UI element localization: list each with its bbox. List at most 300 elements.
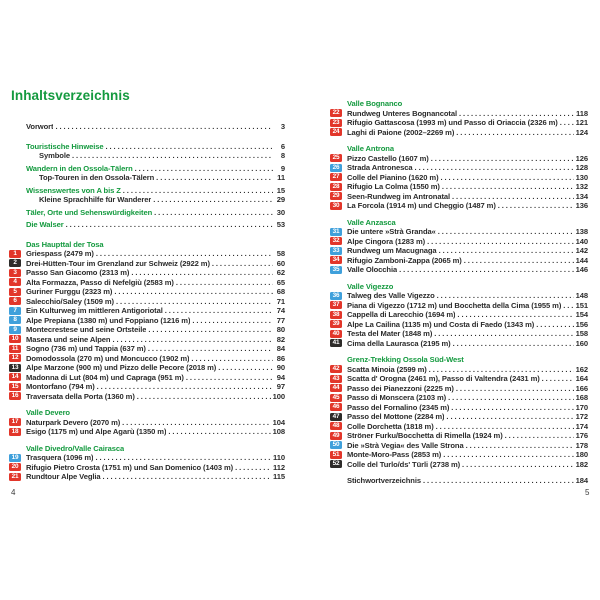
section-heading-label: Valle Bognanco (347, 99, 403, 109)
toc-entry-label: Montecrestese und seine Ortsteile (26, 325, 147, 335)
page-number: 82 (276, 334, 285, 344)
toc-entry (9, 382, 285, 392)
toc-entry-label: Alta Formazza, Passo di Nefelgiù (2583 m) (26, 277, 174, 287)
page-number: 53 (276, 220, 285, 230)
section-heading-label: Valle Antrona (347, 144, 394, 154)
section-heading-label: Das Haupttal der Tosa (26, 239, 104, 249)
toc-entry-label: Laghi di Paione (2002–2269 m) (347, 127, 455, 137)
toc-entry (330, 182, 588, 192)
toc-entry-label: Colle del Pianino (1620 m) (347, 172, 439, 182)
dot-leader (399, 265, 574, 274)
toc-entry (9, 142, 285, 152)
dot-leader (116, 297, 273, 306)
toc-entry (9, 316, 285, 326)
dot-leader (218, 363, 273, 372)
toc-entry-label: Scatta Minoia (2599 m) (347, 364, 427, 374)
route-number-badge: 29 (330, 192, 342, 200)
page-number: 77 (276, 315, 285, 325)
dot-leader (154, 208, 273, 217)
toc-entry (330, 441, 588, 451)
route-number-badge: 14 (9, 373, 21, 381)
toc-entry (330, 163, 588, 173)
page-number: 3 (280, 122, 285, 132)
page-number: 97 (276, 382, 285, 392)
toc-section-heading (330, 355, 588, 365)
toc-entry-label: Pizzo Castello (1607 m) (347, 153, 429, 163)
page-number: 174 (575, 421, 588, 431)
route-number-badge: 9 (9, 326, 21, 334)
route-number-badge: 41 (330, 339, 342, 347)
route-number-badge: 27 (330, 173, 342, 181)
toc-entry (330, 450, 588, 460)
toc-entry-label: Rifugio Pietro Crosta (1751 m) und San Domenico (1403 m) (26, 462, 234, 472)
toc-entry-label: Colle Dorchetta (1818 m) (347, 421, 434, 431)
toc-entry (9, 335, 285, 345)
section-gap (330, 211, 588, 218)
dot-leader (563, 301, 573, 310)
page-number: 132 (575, 182, 588, 192)
route-number-badge: 25 (330, 154, 342, 162)
route-number-badge: 43 (330, 375, 342, 383)
route-number-badge: 20 (9, 463, 21, 471)
toc-entry-label: Testa del Mater (1848 m) (347, 329, 433, 339)
page-number: 146 (575, 265, 588, 275)
toc-entry (330, 154, 588, 164)
route-number-badge: 35 (330, 266, 342, 274)
dot-leader (436, 422, 574, 431)
dot-leader (434, 329, 573, 338)
toc-entry-label: Valle Olocchia (347, 265, 398, 275)
dot-leader (212, 259, 273, 268)
toc-entry-label: Montorfano (794 m) (26, 382, 95, 392)
dot-leader (137, 392, 271, 401)
toc-entry (9, 151, 285, 161)
folio-right-page-number: 5 (585, 488, 590, 497)
toc-entry-label: Alpe Prepiana (1380 m) und Foppiano (1216 m) (26, 315, 191, 325)
dot-leader (542, 374, 574, 383)
toc-entry (9, 297, 285, 307)
toc-entry (330, 109, 588, 119)
toc-entry (9, 306, 285, 316)
dot-leader (156, 173, 273, 182)
toc-entry (330, 339, 588, 349)
toc-entry (9, 259, 285, 269)
dot-leader (186, 373, 273, 382)
route-number-badge: 50 (330, 441, 342, 449)
dot-leader (457, 310, 573, 319)
page-number: 71 (276, 296, 285, 306)
toc-entry-label: Griespass (2479 m) (26, 249, 94, 259)
page-number: 90 (276, 363, 285, 373)
page-number: 138 (575, 227, 588, 237)
dot-leader (438, 227, 574, 236)
route-number-badge: 32 (330, 237, 342, 245)
toc-entry-label: Ströner Furku/Bocchetta di Rimella (1924 m) (347, 431, 503, 441)
dot-leader (560, 118, 574, 127)
page-number: 112 (273, 462, 285, 472)
route-number-badge: 49 (330, 432, 342, 440)
toc-entry (9, 363, 285, 373)
toc-entry (330, 227, 588, 237)
dot-leader (165, 306, 273, 315)
toc-entry-label: Traversata della Porta (1360 m) (26, 391, 135, 401)
toc-entry (9, 173, 285, 183)
route-number-badge: 34 (330, 256, 342, 264)
section-heading-label: Valle Anzasca (347, 217, 396, 227)
route-number-badge: 19 (9, 454, 21, 462)
route-number-badge: 7 (9, 307, 21, 315)
toc-entry-label: Passo San Giacomo (2313 m) (26, 268, 130, 278)
toc-entry-label: Naturpark Devero (2070 m) (26, 417, 121, 427)
toc-entry-label: Talweg des Valle Vigezzo (347, 291, 435, 301)
toc-entry-label: Passo di Monscera (2103 m) (347, 393, 447, 403)
dot-leader (505, 431, 574, 440)
dot-leader (148, 344, 273, 353)
page-number: 108 (272, 427, 285, 437)
route-number-badge: 42 (330, 365, 342, 373)
section-heading-label: Grenz-Trekking Ossola Süd-West (347, 355, 464, 365)
toc-entry (9, 453, 285, 463)
toc-entry (9, 122, 285, 132)
toc-entry-label: Täler, Orte und Sehenswürdigkeiten (26, 207, 153, 217)
page-number: 80 (276, 325, 285, 335)
route-number-badge: 31 (330, 228, 342, 236)
toc-entry (330, 422, 588, 432)
dot-leader (451, 403, 573, 412)
page-number: 15 (276, 185, 285, 195)
route-number-badge: 11 (9, 345, 21, 353)
route-number-badge: 22 (330, 109, 342, 117)
page-number: 180 (575, 450, 588, 460)
dot-leader (66, 220, 273, 229)
toc-entry (330, 301, 588, 311)
page-number: 62 (276, 268, 285, 278)
page-number: 110 (273, 453, 285, 463)
route-number-badge: 10 (9, 335, 21, 343)
page-number: 158 (575, 329, 588, 339)
dot-leader (536, 320, 573, 329)
route-number-badge: 47 (330, 413, 342, 421)
dot-leader (498, 201, 574, 210)
page-number: 164 (575, 374, 588, 384)
toc-entry (330, 384, 588, 394)
page-number: 11 (277, 173, 285, 183)
section-gap (330, 348, 588, 355)
page-number: 121 (575, 118, 588, 128)
dot-leader (106, 142, 273, 151)
dot-leader (423, 476, 574, 485)
page-number: 29 (276, 195, 285, 205)
toc-entry (330, 118, 588, 128)
route-number-badge: 26 (330, 164, 342, 172)
toc-entry-label: Rifugio Zamboni-Zappa (2065 m) (347, 255, 462, 265)
toc-entry-label: Trasquera (1096 m) (26, 453, 94, 463)
route-number-badge: 48 (330, 422, 342, 430)
toc-entry (9, 472, 285, 482)
toc-section-heading (330, 218, 588, 228)
page-number: 94 (276, 372, 285, 382)
dot-leader (55, 122, 273, 131)
dot-leader (112, 335, 273, 344)
toc-entry (330, 365, 588, 375)
toc-entry-label: Die Walser (26, 220, 64, 230)
toc-entry-label: Esigo (1175 m) und Alpe Agarù (1350 m) (26, 427, 167, 437)
toc-entry (9, 268, 285, 278)
page-number: 118 (576, 108, 588, 118)
route-number-badge: 16 (9, 392, 21, 400)
route-number-badge: 45 (330, 394, 342, 402)
page-number: 30 (276, 207, 285, 217)
page-number: 115 (273, 472, 285, 482)
toc-entry-label: Alpe La Cailina (1135 m) und Costa di Faedo (1343 m) (347, 319, 535, 329)
toc-entry (330, 246, 588, 256)
page-title: Inhaltsverzeichnis (11, 88, 130, 103)
section-gap (9, 230, 285, 240)
dot-leader (448, 393, 574, 402)
toc-entry-label: Rifugio Gattascosa (1993 m) und Passo di Oriaccia (2326 m) (347, 118, 558, 128)
page-number: 151 (575, 300, 588, 310)
dot-leader (459, 109, 574, 118)
dot-leader (176, 278, 273, 287)
page-number: 124 (575, 127, 588, 137)
toc-entry-label: Rundtour Alpe Veglia (26, 472, 101, 482)
page-number: 176 (575, 431, 588, 441)
page-number: 162 (575, 364, 588, 374)
toc-entry-label: Seen-Rundweg im Antronatal (347, 191, 451, 201)
toc-entry (9, 463, 285, 473)
dot-leader (114, 287, 273, 296)
toc-entry (330, 431, 588, 441)
toc-entry-label: Strada Antronesca (347, 163, 413, 173)
dot-leader (431, 154, 574, 163)
dot-leader (456, 128, 573, 137)
toc-entry-label: Wandern in den Ossola-Tälern (26, 163, 133, 173)
toc-entry (9, 186, 285, 196)
toc-entry-label: Kleine Sprachhilfe für Wanderer (39, 195, 152, 205)
route-number-badge: 23 (330, 119, 342, 127)
dot-leader (452, 192, 574, 201)
route-number-badge: 5 (9, 288, 21, 296)
dot-leader (153, 195, 273, 204)
toc-entry (9, 220, 285, 230)
dot-leader (103, 472, 272, 481)
toc-entry (330, 403, 588, 413)
toc-entry (9, 427, 285, 437)
toc-entry-label: Guriner Furggu (2323 m) (26, 287, 113, 297)
toc-entry-label: Scatta d' Orogna (2461 m), Passo di Valtendra (2431 m) (347, 374, 540, 384)
dot-leader (97, 382, 273, 391)
toc-entry (330, 374, 588, 384)
toc-entry-label: Die »Strà Vegia« des Valle Strona (347, 440, 464, 450)
route-number-badge: 44 (330, 384, 342, 392)
toc-entry-label: Rifugio La Colma (1550 m) (347, 182, 440, 192)
toc-section-heading (9, 408, 285, 418)
route-number-badge: 51 (330, 451, 342, 459)
toc-entry (9, 418, 285, 428)
route-number-badge: 3 (9, 269, 21, 277)
toc-entry-label: Passo del Mottone (2284 m) (347, 412, 445, 422)
toc-section-heading (330, 99, 588, 109)
toc-entry-label: Symbole (39, 151, 70, 161)
toc-entry (330, 310, 588, 320)
toc-entry (330, 173, 588, 183)
dot-leader (446, 412, 573, 421)
page-number: 172 (575, 412, 588, 422)
page-number: 134 (575, 191, 588, 201)
page-number: 160 (575, 338, 588, 348)
dot-leader (453, 339, 574, 348)
toc-entry (9, 373, 285, 383)
page-number: 142 (575, 246, 588, 256)
toc-entry (9, 344, 285, 354)
section-heading-label: Valle Divedro/Valle Cairasca (26, 443, 125, 453)
dot-leader (462, 460, 574, 469)
page-number: 170 (575, 402, 588, 412)
toc-entry (330, 291, 588, 301)
page-number: 144 (575, 255, 588, 265)
dot-leader (191, 354, 273, 363)
toc-entry (330, 320, 588, 330)
page-number: 178 (575, 440, 588, 450)
section-gap (330, 275, 588, 282)
section-heading-label: Valle Devero (26, 408, 70, 418)
toc-entry-label: Alpe Marzone (900 m) und Pizzo delle Pecore (2018 m) (26, 363, 217, 373)
page-number: 58 (276, 249, 285, 259)
toc-entry (9, 195, 285, 205)
dot-leader (235, 463, 271, 472)
toc-entry (330, 393, 588, 403)
route-number-badge: 52 (330, 460, 342, 468)
page-number: 128 (575, 163, 588, 173)
section-gap (9, 132, 285, 142)
page-number: 168 (575, 393, 588, 403)
dot-leader (439, 246, 574, 255)
page-number: 100 (272, 391, 285, 401)
route-number-badge: 13 (9, 364, 21, 372)
route-number-badge: 40 (330, 330, 342, 338)
route-number-badge: 4 (9, 278, 21, 286)
toc-entry-label: Monte-Moro-Pass (2853 m) (347, 450, 442, 460)
dot-leader (135, 164, 273, 173)
page-number: 154 (575, 310, 588, 320)
folio-left-page-number: 4 (11, 488, 16, 497)
dot-leader (122, 418, 270, 427)
toc-entry (330, 128, 588, 138)
toc-entry-label: Rundweg Unteres Bognancotal (347, 108, 457, 118)
page-number: 86 (276, 353, 285, 363)
route-number-badge: 24 (330, 128, 342, 136)
dot-leader (415, 163, 574, 172)
toc-entry (330, 412, 588, 422)
dot-leader (466, 441, 574, 450)
dot-leader (96, 249, 273, 258)
toc-entry (9, 325, 285, 335)
toc-section-heading (9, 444, 285, 454)
toc-entry-label: Touristische Hinweise (26, 141, 104, 151)
route-number-badge: 17 (9, 418, 21, 426)
toc-entry-label: Top-Touren in den Ossola-Tälern (39, 173, 155, 183)
toc-entry-label: Passo dei Pianezzoni (2225 m) (347, 383, 454, 393)
toc-entry (330, 476, 588, 486)
page-number: 140 (575, 236, 588, 246)
page-number: 68 (276, 287, 285, 297)
page-number: 136 (575, 201, 588, 211)
page-number: 166 (575, 383, 588, 393)
toc-entry (330, 256, 588, 266)
section-gap (330, 469, 588, 476)
dot-leader (148, 325, 273, 334)
toc-entry (9, 354, 285, 364)
toc-entry (330, 329, 588, 339)
toc-entry-label: Piana di Vigezzo (1712 m) und Bocchetta della Cima (1955 m) (347, 300, 562, 310)
dot-leader (192, 316, 273, 325)
page-number: 9 (280, 163, 285, 173)
toc-entry (9, 249, 285, 259)
dot-leader (95, 453, 271, 462)
dot-leader (72, 151, 273, 160)
route-number-badge: 2 (9, 259, 21, 267)
dot-leader (429, 365, 574, 374)
page-number: 60 (276, 258, 285, 268)
page-number: 148 (575, 291, 588, 301)
route-number-badge: 37 (330, 301, 342, 309)
toc-entry (9, 278, 285, 288)
toc-entry (330, 192, 588, 202)
toc-entry (330, 265, 588, 275)
section-gap (9, 401, 285, 408)
toc-entry-label: Colle del Turlo/ds' Türli (2738 m) (347, 459, 461, 469)
toc-entry-label: Rundweg um Macugnaga (347, 246, 437, 256)
toc-entry-label: Die untere »Strà Granda« (347, 227, 436, 237)
route-number-badge: 33 (330, 247, 342, 255)
toc-entry-label: Drei-Hütten-Tour im Grenzland zur Schweiz (2922 m) (26, 258, 210, 268)
section-gap (330, 137, 588, 144)
route-number-badge: 18 (9, 428, 21, 436)
route-number-badge: 36 (330, 292, 342, 300)
page-number: 184 (575, 476, 588, 486)
toc-column-left (9, 122, 285, 482)
page-number: 182 (575, 459, 588, 469)
toc-entry (9, 164, 285, 174)
section-gap (9, 437, 285, 444)
dot-leader (442, 182, 574, 191)
toc-entry-label: Madonna di Lut (804 m) und Capraga (951 m) (26, 372, 184, 382)
route-number-badge: 12 (9, 354, 21, 362)
dot-leader (427, 237, 574, 246)
toc-entry (330, 201, 588, 211)
dot-leader (131, 268, 273, 277)
dot-leader (168, 427, 270, 436)
route-number-badge: 39 (330, 320, 342, 328)
route-number-badge: 38 (330, 311, 342, 319)
route-number-badge: 46 (330, 403, 342, 411)
dot-leader (437, 291, 574, 300)
page-number: 74 (276, 306, 285, 316)
route-number-badge: 8 (9, 316, 21, 324)
route-number-badge: 30 (330, 202, 342, 210)
toc-entry-label: Alpe Cingora (1283 m) (347, 236, 426, 246)
route-number-badge: 6 (9, 297, 21, 305)
toc-entry-label: Masera und seine Alpen (26, 334, 111, 344)
toc-entry-label: Stichwortverzeichnis (347, 476, 421, 486)
page-number: 84 (276, 344, 285, 354)
route-number-badge: 1 (9, 250, 21, 258)
toc-entry-label: Vorwort (26, 122, 54, 132)
toc-entry-label: La Forcola (1914 m) und Cheggio (1487 m) (347, 201, 496, 211)
toc-entry-label: Wissenswertes von A bis Z (26, 185, 121, 195)
toc-entry-label: Passo del Fornalino (2345 m) (347, 402, 450, 412)
dot-leader (456, 384, 574, 393)
